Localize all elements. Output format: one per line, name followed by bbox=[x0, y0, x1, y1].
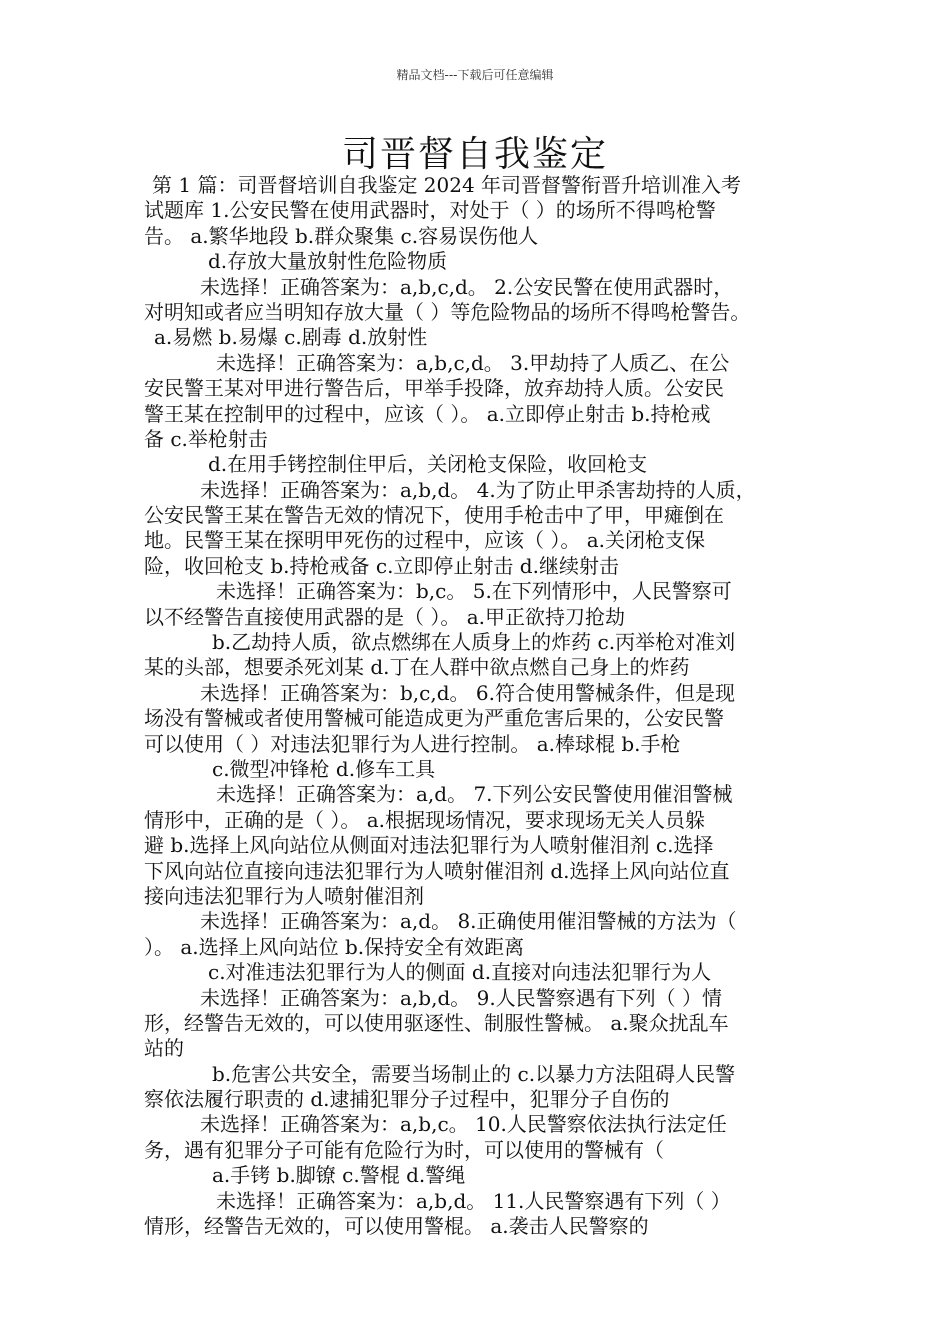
text-line: c.微型冲锋枪 d.修车工具 bbox=[212, 756, 436, 781]
text-line: 未选择！正确答案为：a,b,d。 11.人民警察遇有下列（ ） bbox=[216, 1188, 731, 1213]
text-line: b.乙劫持人质，欲点燃绑在人质身上的炸药 c.丙举枪对准刘 bbox=[212, 630, 736, 655]
text-line: 备 c.举枪射击 bbox=[144, 426, 268, 451]
text-line: 未选择！正确答案为：a,d。 7.下列公安民警使用催泪警械 bbox=[216, 782, 733, 807]
text-line: a.易燃 b.易爆 c.剧毒 d.放射性 bbox=[154, 325, 428, 350]
text-line: b.危害公共安全，需要当场制止的 c.以暴力方法阻碍人民警 bbox=[212, 1061, 736, 1086]
text-line: 对明知或者应当明知存放大量（ ）等危险物品的场所不得鸣枪警告。 bbox=[144, 299, 751, 324]
text-line: 安民警王某对甲进行警告后，甲举手投降，放弃劫持人质。公安民 bbox=[144, 376, 724, 401]
text-line: 场没有警械或者使用警械可能造成更为严重危害后果的，公安民警 bbox=[144, 706, 724, 731]
text-line: 未选择！正确答案为：a,b,c,d。 2.公安民警在使用武器时， bbox=[200, 274, 734, 299]
header-note: 精品文档---下载后可任意编辑 bbox=[396, 68, 554, 82]
document-body bbox=[144, 173, 812, 1239]
text-line: 未选择！正确答案为：a,d。 8.正确使用催泪警械的方法为（ bbox=[200, 909, 737, 934]
text-line: d.存放大量放射性危险物质 bbox=[208, 249, 448, 274]
text-line: 某的头部，想要杀死刘某 d.丁在人群中欲点燃自己身上的炸药 bbox=[144, 655, 690, 680]
text-line: 未选择！正确答案为：a,b,c,d。 3.甲劫持了人质乙、在公 bbox=[216, 350, 730, 375]
text-line: 情形，经警告无效的，可以使用警棍。 a.袭击人民警察的 bbox=[144, 1214, 649, 1239]
text-line: 情形中，正确的是（ ）。 a.根据现场情况，要求现场无关人员躲 bbox=[144, 807, 705, 832]
text-line: c.对准违法犯罪行为人的侧面 d.直接对向违法犯罪行为人 bbox=[208, 960, 712, 985]
text-line: 未选择！正确答案为：b,c。 5.在下列情形中，人民警察可 bbox=[216, 579, 732, 604]
text-line: 以不经警告直接使用武器的是（ ）。 a.甲正欲持刀抢劫 bbox=[144, 604, 625, 629]
text-line: 第 1 篇：司晋督培训自我鉴定 2024 年司晋督警衔晋升培训准入考 bbox=[152, 173, 742, 197]
text-line: 避 b.选择上风向站位从侧面对违法犯罪行为人喷射催泪剂 c.选择 bbox=[144, 833, 714, 858]
text-line: 未选择！正确答案为：a,b,c。 10.人民警察依法执行法定任 bbox=[200, 1112, 727, 1137]
text-line: 可以使用（ ）对违法犯罪行为人进行控制。 a.棒球棍 b.手枪 bbox=[144, 731, 681, 756]
text-line: d.在用手铐控制住甲后，关闭枪支保险，收回枪支 bbox=[208, 452, 648, 477]
text-line: 下风向站位直接向违法犯罪行为人喷射催泪剂 d.选择上风向站位直 bbox=[144, 858, 730, 883]
text-line: 未选择！正确答案为：b,c,d。 6.符合使用警械条件，但是现 bbox=[200, 680, 735, 705]
text-line: 接向违法犯罪行为人喷射催泪剂 bbox=[144, 883, 424, 908]
text-line: 试题库 1.公安民警在使用武器时，对处于（ ）的场所不得鸣枪警 bbox=[144, 198, 716, 223]
text-line: 察依法履行职责的 d.逮捕犯罪分子过程中，犯罪分子自伤的 bbox=[144, 1087, 670, 1112]
text-line: 险，收回枪支 b.持枪戒备 c.立即停止射击 d.继续射击 bbox=[144, 553, 619, 578]
text-line: a.手铐 b.脚镣 c.警棍 d.警绳 bbox=[212, 1163, 466, 1188]
text-line: 站的 bbox=[144, 1036, 184, 1061]
text-line: 务，遇有犯罪分子可能有危险行为时，可以使用的警械有（ bbox=[144, 1137, 664, 1162]
text-line: 未选择！正确答案为：a,b,d。 4.为了防止甲杀害劫持的人质， bbox=[200, 477, 756, 502]
text-line: 警王某在控制甲的过程中，应该（ ）。 a.立即停止射击 b.持枪戒 bbox=[144, 401, 711, 426]
text-line: 未选择！正确答案为：a,b,d。 9.人民警察遇有下列（ ）情 bbox=[200, 985, 723, 1010]
text-line: 公安民警王某在警告无效的情况下，使用手枪击中了甲，甲瘫倒在 bbox=[144, 503, 724, 528]
text-line: 形，经警告无效的，可以使用驱逐性、制服性警械。 a.聚众扰乱车 bbox=[144, 1010, 729, 1035]
document-title: 司晋督自我鉴定 bbox=[341, 134, 608, 175]
text-line: 地。民警王某在探明甲死伤的过程中，应该（ ）。 a.关闭枪支保 bbox=[144, 528, 705, 553]
text-line: 告。 a.繁华地段 b.群众聚集 c.容易误伤他人 bbox=[144, 223, 539, 248]
text-line: ）。 a.选择上风向站位 b.保持安全有效距离 bbox=[144, 934, 525, 959]
